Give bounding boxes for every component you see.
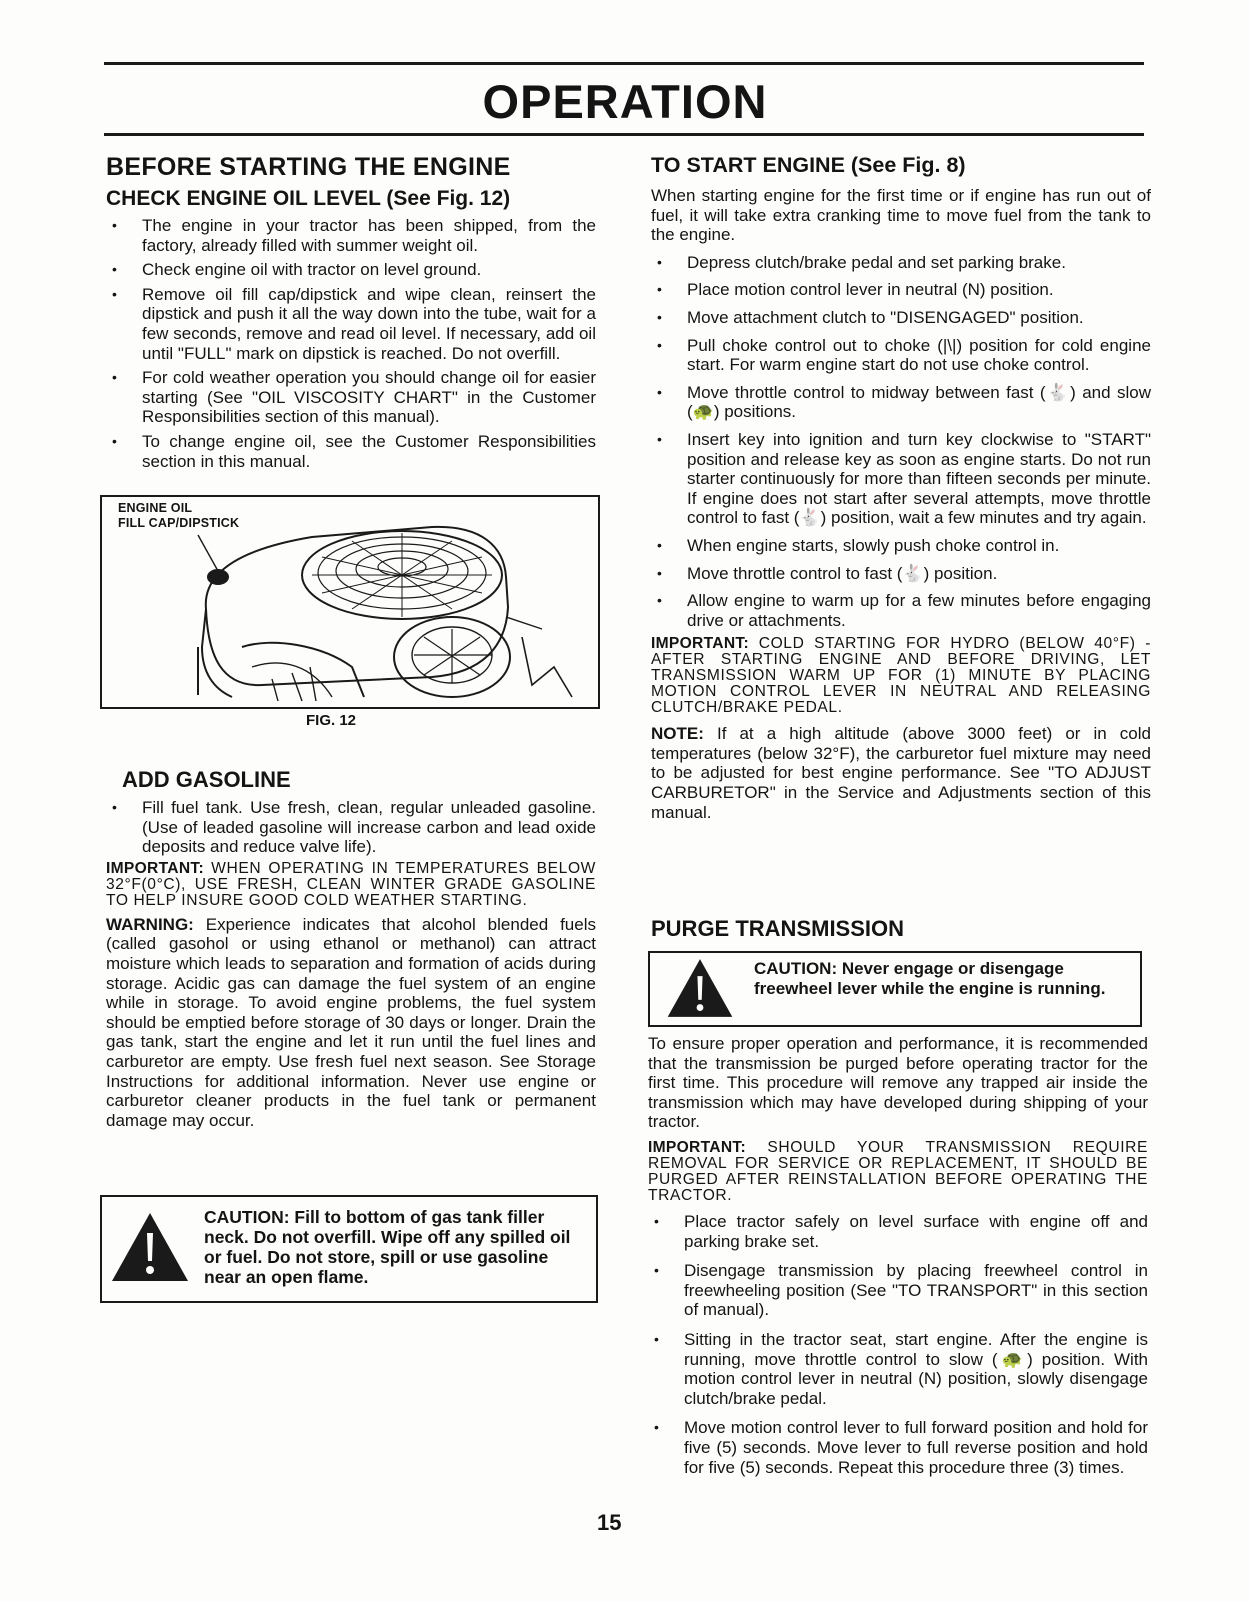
figure-label-line1: ENGINE OIL [118, 501, 193, 515]
list-item: • To change engine oil, see the Customer Responsibilities section in this manual. [106, 432, 596, 471]
purge-intro: To ensure proper operation and performance, it is recommended that the transmission be purged before operating tractor for the first time. This procedure will remove any trapped air inside the transmission which may have developed during shipping of your tractor. [648, 1034, 1148, 1132]
altitude-note [651, 724, 1151, 822]
heading-check-oil: CHECK ENGINE OIL LEVEL (See Fig. 12) [106, 187, 511, 210]
important-note-purge [648, 1140, 1148, 1204]
heading-add-gasoline: ADD GASOLINE [122, 767, 291, 792]
list-item: • Pull choke control out to choke (|\|) position for cold engine start. For warm engine start do not use choke control. [651, 336, 1151, 375]
figure-caption: FIG. 12 [306, 712, 357, 729]
important-text: COLD STARTING FOR HYDRO (BELOW 40°F) - AFTER STARTING ENGINE AND BEFORE DRIVING, LET TRANSMISSION WARM UP FOR (1) MINUTE BY PLACING MOTION CONTROL LEVER IN NEUTRAL AND RELEASING CLUTCH/BRAKE PEDAL. [651, 635, 1151, 717]
list-item: • Check engine oil with tractor on level ground. [106, 260, 596, 280]
caution-text-gasoline: CAUTION: Fill to bottom of gas tank filler neck. Do not overfill. Wipe off any spilled oil or fuel. Do not store, spill or use gasoline near an open flame. [204, 1207, 571, 1287]
important-text: WHEN OPERATING IN TEMPERATURES BELOW 32°F(0°C), USE FRESH, CLEAN WINTER GRADE GASOLINE TO HELP INSURE GOOD COLD WEATHER STARTING. [106, 859, 596, 909]
caution-text-freewheel: CAUTION: Never engage or disengage freewheel lever while the engine is running. [754, 959, 1106, 998]
purge-section [648, 1034, 1148, 1482]
important-label: IMPORTANT: [106, 859, 204, 877]
list-item: • Sitting in the tractor seat, start engine. After the engine is running, move throttle control to slow (🐢) position. With motion control lever in neutral (N) position, slowly disengage clutch/brake pedal. [648, 1330, 1148, 1408]
list-item: • Fill fuel tank. Use fresh, clean, regular unleaded gasoline. (Use of leaded gasoline will increase carbon and lead oxide deposits and reduce valve life). [106, 798, 596, 857]
oil-bullet-list [106, 216, 596, 476]
engine-illustration [102, 497, 598, 707]
warning-triangle-icon [110, 1211, 190, 1283]
important-note-gasoline [106, 861, 596, 909]
warning-paragraph [106, 915, 596, 1131]
list-item: • Allow engine to warm up for a few minutes before engaging drive or attachments. [651, 591, 1151, 630]
list-item: • Remove oil fill cap/dipstick and wipe clean, reinsert the dipstick and push it all the way down into the tube, wait for a few seconds, remove and read oil level. If necessary, add oil until "FULL" mark on dipstick is reached. Do not overfill. [106, 285, 596, 363]
important-text: SHOULD YOUR TRANSMISSION REQUIRE REMOVAL FOR SERVICE OR REPLACEMENT, IT SHOULD BE PURGED AFTER REINSTALLATION BEFORE OPERATING THE TRACTOR. [648, 1138, 1148, 1204]
caution-box-freewheel [648, 951, 1142, 1027]
section-title-before-starting: BEFORE STARTING THE ENGINE [106, 153, 511, 181]
title-rule [104, 133, 1144, 136]
start-engine-section [651, 186, 1151, 822]
gasoline-section [106, 798, 596, 1130]
important-label: IMPORTANT: [651, 635, 749, 653]
list-item: • Move attachment clutch to "DISENGAGED" position. [651, 308, 1151, 328]
list-item: • For cold weather operation you should change oil for easier starting (See "OIL VISCOSITY CHART" in the Customer Responsibilities section of this manual). [106, 368, 596, 427]
important-note-hydro [651, 636, 1151, 716]
list-item: • Disengage transmission by placing freewheel control in freewheeling position (See "TO TRANSPORT" in this section of manual). [648, 1261, 1148, 1320]
list-item: • Depress clutch/brake pedal and set parking brake. [651, 253, 1151, 273]
list-item: • Place motion control lever in neutral (N) position. [651, 280, 1151, 300]
list-item: • Move throttle control to fast (🐇) position. [651, 564, 1151, 584]
page-number: 15 [597, 1510, 622, 1535]
start-intro: When starting engine for the first time or if engine has run out of fuel, it will take extra cranking time to move fuel from the tank to the engine. [651, 186, 1151, 245]
important-label: IMPORTANT: [648, 1138, 746, 1156]
note-text: If at a high altitude (above 3000 feet) or in cold temperatures (below 32°F), the carburetor fuel mixture may need to be adjusted for best engine performance. See "TO ADJUST CARBURETOR" in the Service and Adjustments section of this manual. [651, 724, 1151, 822]
warning-text: Experience indicates that alcohol blended fuels (called gasohol or using ethanol or methanol) can attract moisture which leads to separation and formation of acids during storage. Acidic gas can damage the fuel system of an engine while in storage. To avoid engine problems, the fuel system should be emptied before storage of 30 days or longer. Drain the gas tank, start the engine and let it run until the fuel lines and carburetor are empty. Use fresh fuel next season. See Storage Instructions for additional information. Never use engine or carburetor cleaner products in the fuel tank or permanent damage may occur. [106, 914, 596, 1130]
list-item: • Place tractor safely on level surface with engine off and parking brake set. [648, 1212, 1148, 1251]
note-label: NOTE: [651, 724, 704, 744]
top-rule [104, 62, 1144, 65]
heading-purge-transmission: PURGE TRANSMISSION [651, 916, 905, 941]
list-item: • When engine starts, slowly push choke control in. [651, 536, 1151, 556]
list-item: • The engine in your tractor has been shipped, from the factory, already filled with summer weight oil. [106, 216, 596, 255]
engine-figure [100, 495, 600, 709]
list-item: • Move throttle control to midway between fast (🐇) and slow (🐢) positions. [651, 383, 1151, 422]
page-title: OPERATION [482, 75, 768, 128]
list-item: • Move motion control lever to full forward position and hold for five (5) seconds. Move lever to full reverse position and hold for five (5) seconds. Repeat this procedure three (3) times. [648, 1418, 1148, 1477]
warning-label: WARNING: [106, 914, 194, 934]
heading-to-start-engine: TO START ENGINE (See Fig. 8) [651, 153, 966, 177]
figure-label-line2: FILL CAP/DIPSTICK [118, 516, 240, 530]
list-item: • Insert key into ignition and turn key clockwise to "START" position and release key as soon as engine starts. Do not run starter continuously for more than fifteen seconds per minute. If engine does not start after several attempts, move throttle control to fast (🐇) position, wait a few minutes and try again. [651, 430, 1151, 528]
warning-triangle-icon [666, 957, 734, 1019]
caution-box-gasoline [100, 1195, 598, 1303]
